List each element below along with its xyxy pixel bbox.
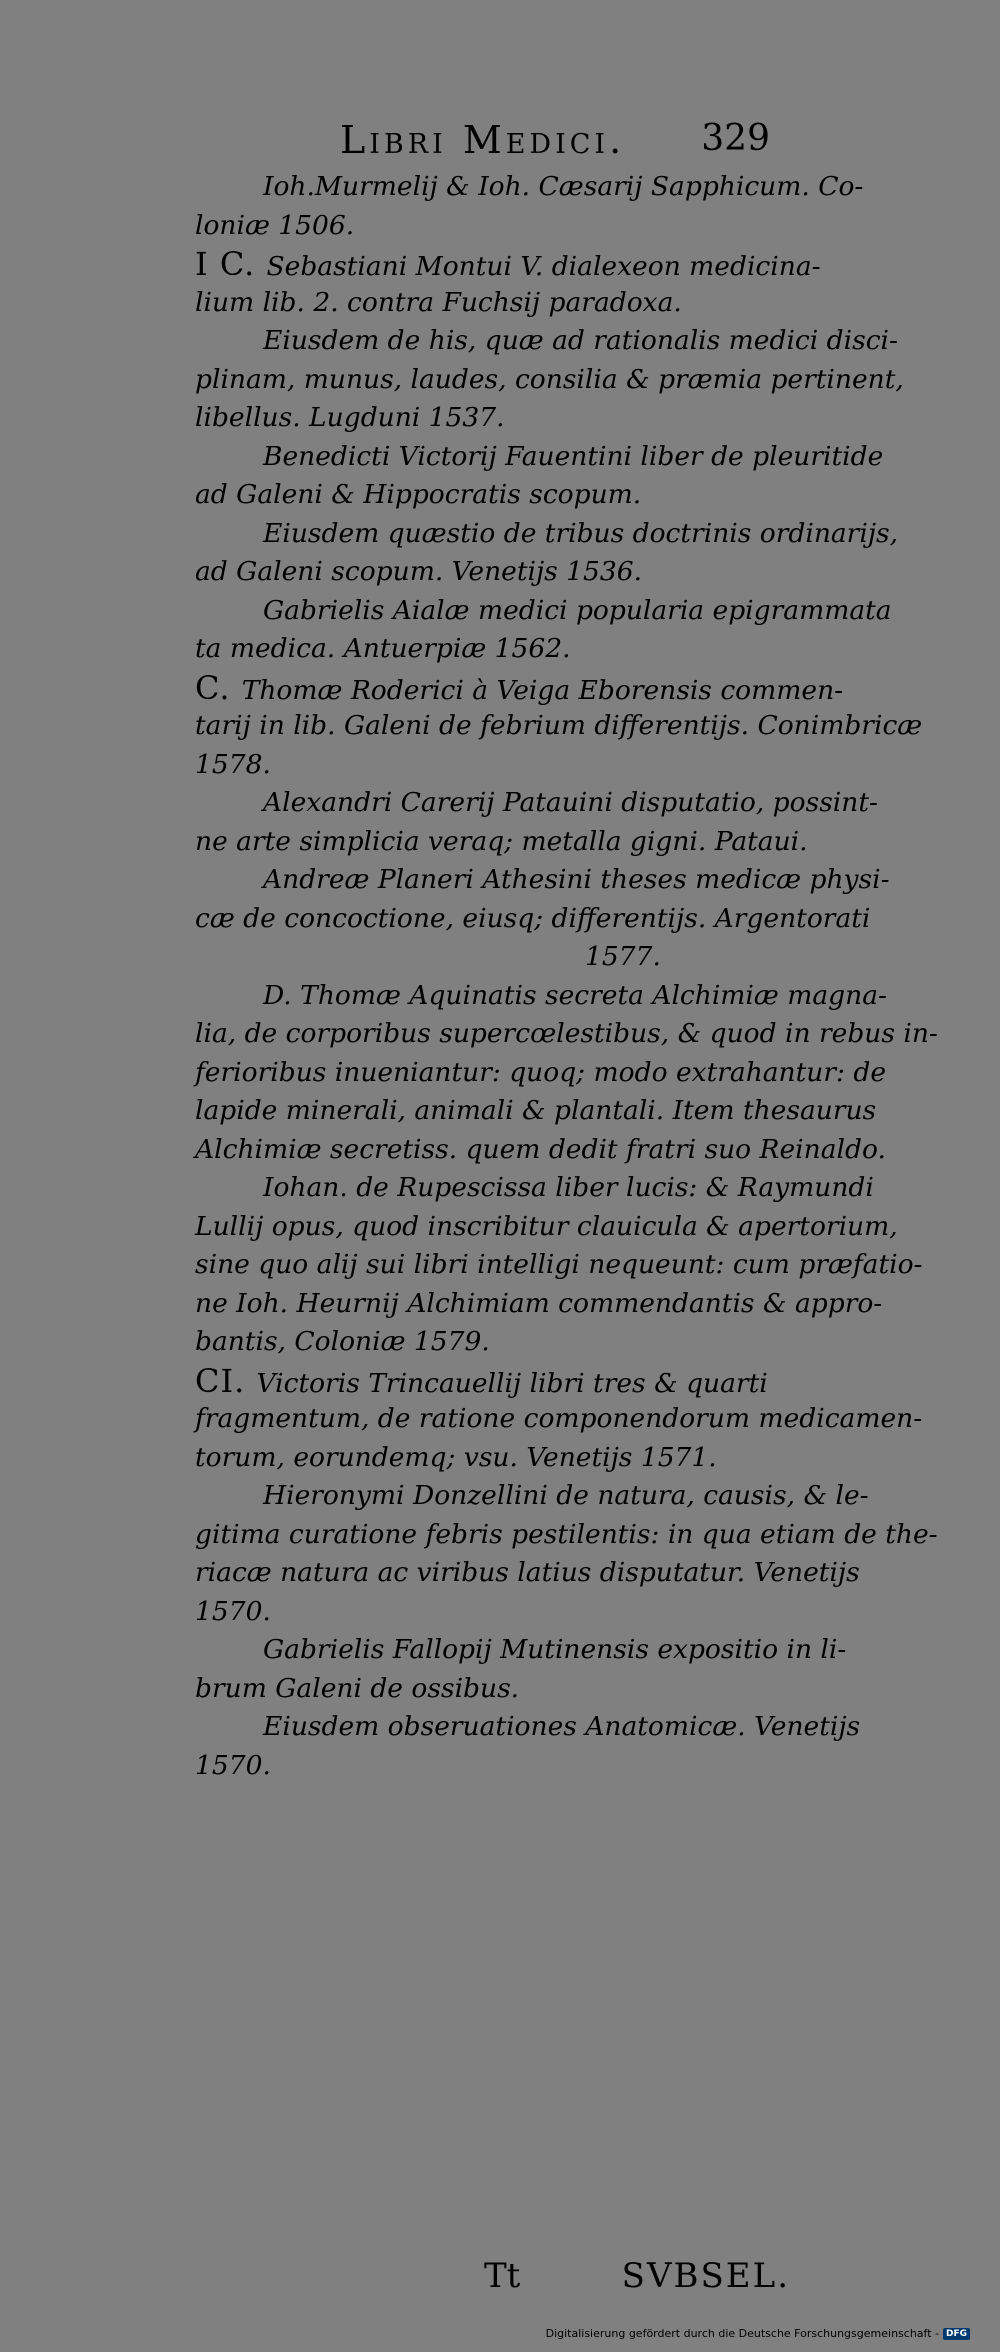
- credit-text: Digitalisierung gefördert durch die Deutsche Forschungsgemeinschaft -: [545, 2327, 939, 2340]
- catalog-entry: [195, 438, 884, 515]
- line-text: Alchimiæ secretiss. quem dedit fratri suo Reinaldo.: [195, 1133, 886, 1165]
- text-line: [195, 1092, 877, 1131]
- line-text: 1577.: [585, 941, 661, 972]
- text-line: [195, 900, 871, 939]
- line-text: libellus. Lugduni 1537.: [195, 402, 505, 433]
- catalog-entry: [195, 1708, 861, 1785]
- line-text: bantis, Coloniæ 1579.: [195, 1326, 490, 1357]
- line-text: ad Galeni scopum. Venetijs 1536.: [195, 556, 643, 587]
- line-text: Eiusdem obseruationes Anatomicæ. Venetijs: [263, 1711, 861, 1742]
- catalog-entry: [195, 592, 892, 669]
- line-text: D. Thomæ Aquinatis secreta Alchimiæ magna-: [263, 979, 887, 1011]
- signature-mark: Tt: [484, 2256, 521, 2296]
- text-line: [195, 1323, 780, 1362]
- line-text: torum, eorundemq; vsu. Venetijs 1571.: [195, 1441, 717, 1473]
- format-letter: C.: [195, 668, 242, 707]
- digitization-credit: [546, 2327, 970, 2340]
- line-text: Alexandri Carerij Patauini disputatio, possint-: [263, 787, 878, 818]
- text-line: [195, 1015, 938, 1054]
- catalog-entry: [195, 784, 878, 861]
- text-line: [195, 1477, 869, 1516]
- catalog-entry: [195, 1361, 923, 1478]
- text-line: [195, 668, 844, 708]
- text-line: [195, 1708, 861, 1747]
- line-text: ferioribus inueniantur: quoq; modo extrahantur: de: [195, 1056, 887, 1088]
- catalog-entry: [195, 977, 938, 1170]
- text-line: [195, 1670, 780, 1709]
- format-letter: CI.: [195, 1361, 257, 1400]
- text-line: [195, 1631, 847, 1670]
- catalog-entry: [195, 1477, 938, 1631]
- page-number: 329: [701, 118, 770, 159]
- text-line: [195, 476, 780, 515]
- line-text: sine quo alij sui libri intelligi nequeunt: cum præfatio-: [195, 1249, 923, 1280]
- catchword: SVBSEL.: [621, 2256, 790, 2296]
- catalog-entry: [195, 168, 864, 245]
- text-line: [195, 553, 780, 592]
- text-line: [195, 1131, 886, 1170]
- text-line: [195, 1400, 923, 1439]
- format-letter: I C.: [195, 245, 267, 283]
- text-line: [195, 361, 904, 400]
- text-line: [195, 1246, 923, 1285]
- line-text: loniæ 1506.: [195, 209, 355, 241]
- text-line: [195, 322, 898, 361]
- text-line: [195, 1169, 874, 1208]
- text-line: [195, 438, 884, 477]
- text-line: [195, 938, 780, 977]
- text-line: [195, 284, 780, 323]
- catalog-entry: [195, 668, 923, 785]
- line-text: 1570.: [195, 1595, 271, 1627]
- line-text: Iohan. de Rupescissa liber lucis: & Raymundi: [263, 1172, 874, 1203]
- text-line: [195, 515, 899, 554]
- text-line: [195, 399, 780, 438]
- line-text: brum Galeni de ossibus.: [195, 1672, 520, 1704]
- text-line: [195, 1208, 898, 1247]
- line-text: ta medica. Antuerpiæ 1562.: [195, 633, 571, 664]
- catalog-entry: [195, 861, 890, 977]
- catalog-text: [195, 168, 938, 1785]
- text-line: [195, 1554, 860, 1593]
- line-text: tarij in lib. Galeni de febrium differentijs. Conimbricæ: [195, 710, 923, 741]
- line-text: plinam, munus, laudes, consilia & præmia pertinent,: [195, 363, 904, 395]
- text-line: [195, 823, 808, 862]
- line-text: Sebastiani Montui V. dialexeon medicina-: [266, 251, 821, 282]
- line-text: lia, de corporibus supercœlestibus, & quod in rebus in-: [195, 1018, 938, 1049]
- line-text: Eiusdem de his, quæ ad rationalis medici disci-: [263, 325, 898, 356]
- dfg-logo: DFG: [943, 2328, 970, 2340]
- running-head: [330, 118, 770, 168]
- running-title: Libri Medici.: [340, 118, 626, 162]
- text-line: [195, 1285, 883, 1324]
- line-text: Andreæ Planeri Athesini theses medicæ physi-: [263, 864, 890, 895]
- text-line: [195, 207, 780, 246]
- text-line: [195, 1362, 780, 1401]
- catalog-entry: [195, 1631, 847, 1708]
- text-line: [195, 592, 892, 631]
- line-text: lium lib. 2. contra Fuchsij paradoxa.: [195, 286, 682, 318]
- text-line: [195, 746, 780, 785]
- line-text: fragmentum, de ratione componendorum medicamen-: [195, 1403, 923, 1434]
- catalog-entry: [195, 245, 821, 322]
- line-text: Eiusdem quæstio de tribus doctrinis ordinarijs,: [263, 517, 899, 549]
- line-text: ne Ioh. Heurnij Alchimiam commendantis & appro-: [195, 1287, 883, 1319]
- text-line: [195, 630, 780, 669]
- text-line: [195, 1593, 780, 1632]
- text-line: [195, 1747, 780, 1786]
- text-line: [195, 861, 890, 900]
- line-text: ne arte simplicia veraq; metalla gigni. Pataui.: [195, 825, 808, 857]
- text-line: [195, 977, 887, 1016]
- line-text: gitima curatione febris pestilentis: in qua etiam de the-: [195, 1518, 938, 1550]
- line-text: Gabrielis Fallopij Mutinensis expositio in li-: [263, 1634, 847, 1665]
- line-text: Benedicti Victorij Fauentini liber de pleuritide: [263, 440, 884, 472]
- line-text: Victoris Trincauellij libri tres & quarti: [256, 1367, 768, 1399]
- line-text: 1578.: [195, 748, 271, 780]
- text-line: [195, 1439, 780, 1478]
- text-line: [195, 1054, 887, 1093]
- text-line: [195, 707, 923, 746]
- catalog-entry: [195, 515, 899, 592]
- line-text: Gabrielis Aialæ medici popularia epigrammata: [263, 594, 892, 626]
- line-text: riacæ natura ac viribus latius disputatur. Venetijs: [195, 1557, 860, 1588]
- line-text: Ioh.Murmelij & Ioh. Cæsarij Sapphicum. Co-: [263, 171, 864, 202]
- line-text: 1570.: [195, 1749, 271, 1781]
- text-line: [195, 168, 864, 207]
- line-text: ad Galeni & Hippocratis scopum.: [195, 479, 642, 510]
- page-footer: [480, 2256, 790, 2306]
- catalog-entry: [195, 322, 904, 438]
- catalog-entry: [195, 1169, 923, 1362]
- line-text: Hieronymi Donzellini de natura, causis, & le-: [263, 1480, 869, 1511]
- line-text: cæ de concoctione, eiusq; differentijs. Argentorati: [195, 902, 871, 934]
- line-text: Lullij opus, quod inscribitur clauicula & apertorium,: [195, 1210, 898, 1242]
- line-text: lapide minerali, animali & plantali. Item thesaurus: [195, 1095, 877, 1126]
- text-line: [195, 1516, 938, 1555]
- line-text: Thomæ Roderici à Veiga Eborensis commen-: [241, 674, 844, 706]
- text-line: [195, 245, 821, 284]
- text-line: [195, 784, 878, 823]
